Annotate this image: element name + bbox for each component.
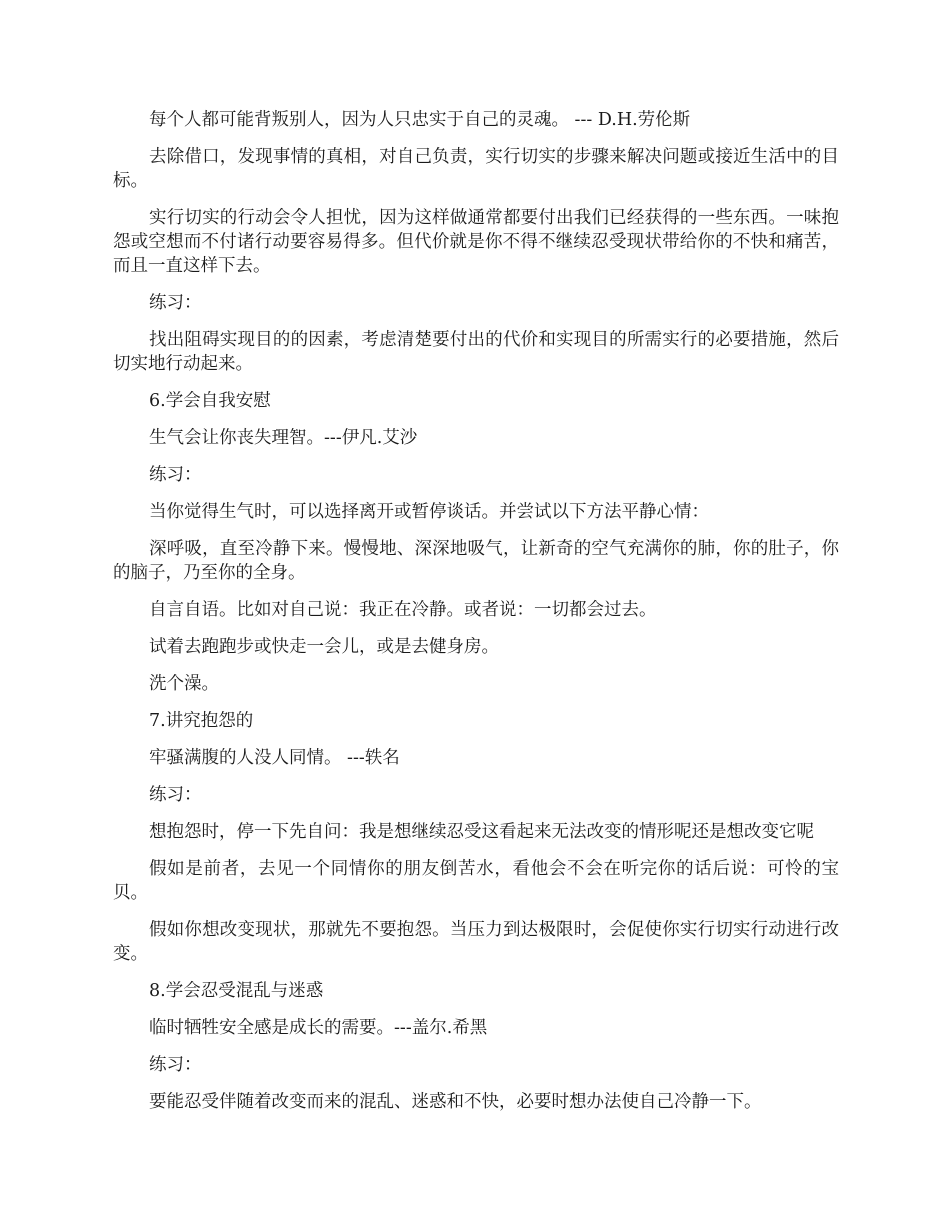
body-paragraph: 找出阻碍实现目的的因素，考虑清楚要付出的代价和实现目的所需实行的必要措施，然后切实地行动起来。 [113,330,839,374]
section-heading: 7.讲究抱怨的 [149,711,254,731]
exercise-label: 练习： [149,293,202,313]
quote-paragraph: 牢骚满腹的人没人同情。 ---轶名 [149,748,400,768]
body-paragraph: 想抱怨时，停一下先自问：我是想继续忍受这看起来无法改变的情形呢还是想改变它呢 [149,822,814,842]
body-paragraph: 自言自语。比如对自己说：我正在冷静。或者说：一切都会过去。 [149,600,657,620]
section-heading: 8.学会忍受混乱与迷惑 [149,981,324,1001]
body-paragraph: 洗个澡。 [149,674,219,694]
exercise-label: 练习： [149,785,202,805]
body-paragraph: 假如你想改变现状，那就先不要抱怨。当压力到达极限时，会促使你实行切实行动进行改变。 [113,920,839,964]
quote-paragraph: 每个人都可能背叛别人，因为人只忠实于自己的灵魂。 --- D.H.劳伦斯 [149,110,691,130]
exercise-label: 练习： [149,1055,202,1075]
body-paragraph: 实行切实的行动会令人担忧，因为这样做通常都要付出我们已经获得的一些东西。一味抱怨或空想而不付诸行动要容易得多。但代价就是你不得不继续忍受现状带给你的不快和痛苦，而且一直这样下去。 [113,208,839,276]
exercise-label: 练习： [149,465,202,485]
body-paragraph: 深呼吸，直至冷静下来。慢慢地、深深地吸气，让新奇的空气充满你的肺，你的肚子，你的脑子，乃至你的全身。 [113,539,839,583]
section-heading: 6.学会自我安慰 [149,391,271,411]
body-paragraph: 假如是前者，去见一个同情你的朋友倒苦水，看他会不会在听完你的话后说：可怜的宝贝。 [113,859,839,903]
body-paragraph: 当你觉得生气时，可以选择离开或暂停谈话。并尝试以下方法平静心情： [149,502,709,522]
document-body [113,108,839,1127]
body-paragraph: 去除借口，发现事情的真相，对自己负责，实行切实的步骤来解决问题或接近生活中的目标。 [113,147,839,191]
body-paragraph: 要能忍受伴随着改变而来的混乱、迷惑和不快，必要时想办法使自己冷静一下。 [149,1092,762,1112]
quote-paragraph: 生气会让你丧失理智。---伊凡.艾沙 [149,428,418,448]
body-paragraph: 试着去跑跑步或快走一会儿，或是去健身房。 [149,637,499,657]
quote-paragraph: 临时牺牲安全感是成长的需要。---盖尔.希黑 [149,1018,488,1038]
